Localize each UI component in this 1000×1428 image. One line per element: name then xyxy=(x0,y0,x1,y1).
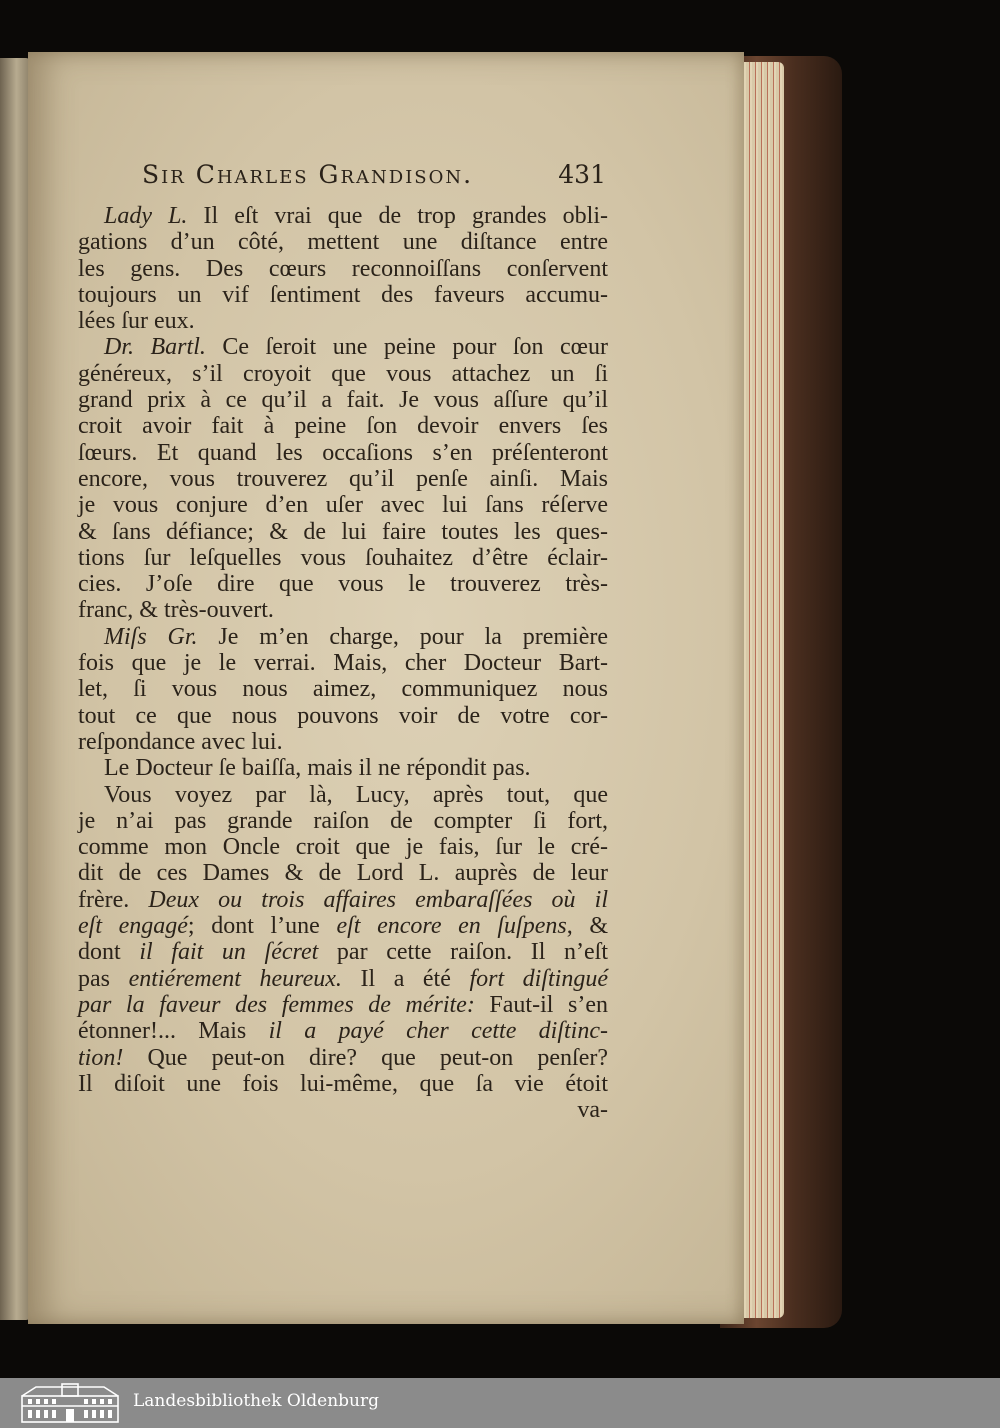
text-line xyxy=(78,887,608,913)
text-line xyxy=(78,519,608,545)
text-segment: Miſs Gr. xyxy=(104,623,198,650)
library-building-icon xyxy=(18,1382,122,1424)
text-segment: Deux ou trois affaires embaraſſées où il xyxy=(148,886,608,913)
text-segment: Il eſt vrai que de trop grandes obli- xyxy=(187,203,608,229)
text-segment: les gens. Des cœurs reconnoiſſans conſervent xyxy=(78,255,608,282)
text-line xyxy=(78,203,608,229)
text-line xyxy=(78,571,608,597)
text-segment: franc, & très-ouvert. xyxy=(78,597,274,624)
text-segment: , & xyxy=(566,913,608,940)
text-segment: encore, vous trouverez qu’il penſe ainſi. Mais xyxy=(78,465,608,492)
text-segment: il fait un ſécret xyxy=(139,939,319,966)
text-segment: par cette raiſon. Il n’eſt xyxy=(318,939,609,966)
text-segment: comme mon Oncle croit que je fais, ſur le cré- xyxy=(78,834,608,861)
text-segment: pas xyxy=(78,965,129,992)
text-segment: grand prix à ce qu’il a fait. Je vous aſſure qu’il xyxy=(78,387,608,414)
text-line xyxy=(78,676,608,702)
text-segment: Il a été xyxy=(341,965,470,992)
text-segment: let, ſi vous nous aimez, communiquez nous xyxy=(78,676,608,703)
text-segment: étonner!... Mais xyxy=(78,1018,269,1045)
text-line xyxy=(78,1045,608,1071)
text-line xyxy=(78,413,608,439)
text-line xyxy=(78,939,608,965)
page-number: 431 xyxy=(558,160,606,189)
text-segment: lées ſur eux. xyxy=(78,308,195,335)
text-line xyxy=(78,361,608,387)
text-line xyxy=(78,282,608,308)
text-line xyxy=(78,729,608,755)
text-segment: Lady L. xyxy=(104,203,188,229)
text-segment: frère. xyxy=(78,886,149,913)
text-line xyxy=(78,650,608,676)
text-segment: généreux, s’il croyoit que vous attachez un ſi xyxy=(78,360,608,387)
text-line xyxy=(78,703,608,729)
text-segment: Faut-il s’en xyxy=(474,991,608,1018)
text-segment: Je m’en charge, pour la première xyxy=(197,623,608,650)
text-line xyxy=(78,913,608,939)
catchword: va- xyxy=(577,1097,608,1124)
text-segment: Le Docteur ſe baiſſa, mais il ne répondit pas. xyxy=(104,755,531,782)
text-line xyxy=(78,466,608,492)
body-text xyxy=(78,203,608,1123)
text-segment: cies. J’oſe dire que vous le trouverez très- xyxy=(78,571,608,598)
text-segment: ſœurs. Et quand les occaſions s’en préſenteront xyxy=(78,439,608,466)
page-header xyxy=(114,160,606,194)
running-head: Sir Charles Grandison. xyxy=(142,160,474,189)
text-segment: reſpondance avec lui. xyxy=(78,728,283,755)
text-line xyxy=(78,834,608,860)
text-line xyxy=(78,755,608,781)
text-segment: & ſans défiance; & de lui faire toutes les ques- xyxy=(78,518,608,545)
text-line xyxy=(78,256,608,282)
text-segment: je n’ai pas grande raiſon de compter ſi fort, xyxy=(78,807,608,834)
text-segment: eſt encore en ſuſpens xyxy=(336,913,567,940)
text-line xyxy=(78,1071,608,1097)
text-line xyxy=(78,387,608,413)
text-segment: je vous conjure d’en uſer avec lui ſans réſerve xyxy=(78,492,608,519)
text-line xyxy=(78,440,608,466)
text-segment: gations d’un côté, mettent une diſtance entre xyxy=(78,229,608,256)
text-segment: fort diſtingué xyxy=(469,965,608,992)
text-line xyxy=(78,966,608,992)
text-segment: eſt engagé xyxy=(78,913,188,940)
text-segment: Vous voyez par là, Lucy, après tout, que xyxy=(104,781,608,808)
text-segment: ; dont l’une xyxy=(187,913,337,940)
text-line xyxy=(78,492,608,518)
text-line xyxy=(78,782,608,808)
text-line xyxy=(78,992,608,1018)
text-segment: tions ſur leſquelles vous ſouhaitez d’être éclair- xyxy=(78,544,608,571)
text-line xyxy=(78,334,608,360)
text-segment: par la faveur des femmes de mérite: xyxy=(78,991,475,1018)
text-line xyxy=(78,545,608,571)
text-segment: tout ce que nous pouvons voir de votre cor- xyxy=(78,702,608,729)
text-line xyxy=(78,860,608,886)
text-segment: il a payé cher cette diſtinc- xyxy=(268,1018,608,1045)
text-line xyxy=(78,308,608,334)
text-line xyxy=(78,1018,608,1044)
text-segment: dont xyxy=(78,939,140,966)
footer-bar xyxy=(0,1378,1000,1428)
text-segment: Il diſoit une fois lui-même, que ſa vie étoit xyxy=(78,1070,608,1097)
text-segment: tion! xyxy=(78,1044,124,1071)
text-segment: Que peut-on dire? que peut-on penſer? xyxy=(123,1044,608,1071)
text-line xyxy=(78,597,608,623)
text-segment: croit avoir fait à peine ſon devoir envers ſes xyxy=(78,413,608,440)
footer-label: Landesbibliothek Oldenburg xyxy=(133,1391,380,1411)
text-line xyxy=(78,624,608,650)
text-segment: toujours un vif ſentiment des faveurs accumu- xyxy=(78,281,608,308)
text-line xyxy=(78,808,608,834)
text-segment: dit de ces Dames & de Lord L. auprès de leur xyxy=(78,860,608,887)
text-segment: fois que je le verrai. Mais, cher Docteur Bart- xyxy=(78,650,608,677)
text-segment: entiérement heureux. xyxy=(128,965,342,992)
text-line xyxy=(78,229,608,255)
facing-page-edge xyxy=(0,58,30,1320)
text-segment: Dr. Bartl. xyxy=(104,334,206,361)
text-segment: Ce ſeroit une peine pour ſon cœur xyxy=(205,334,608,361)
